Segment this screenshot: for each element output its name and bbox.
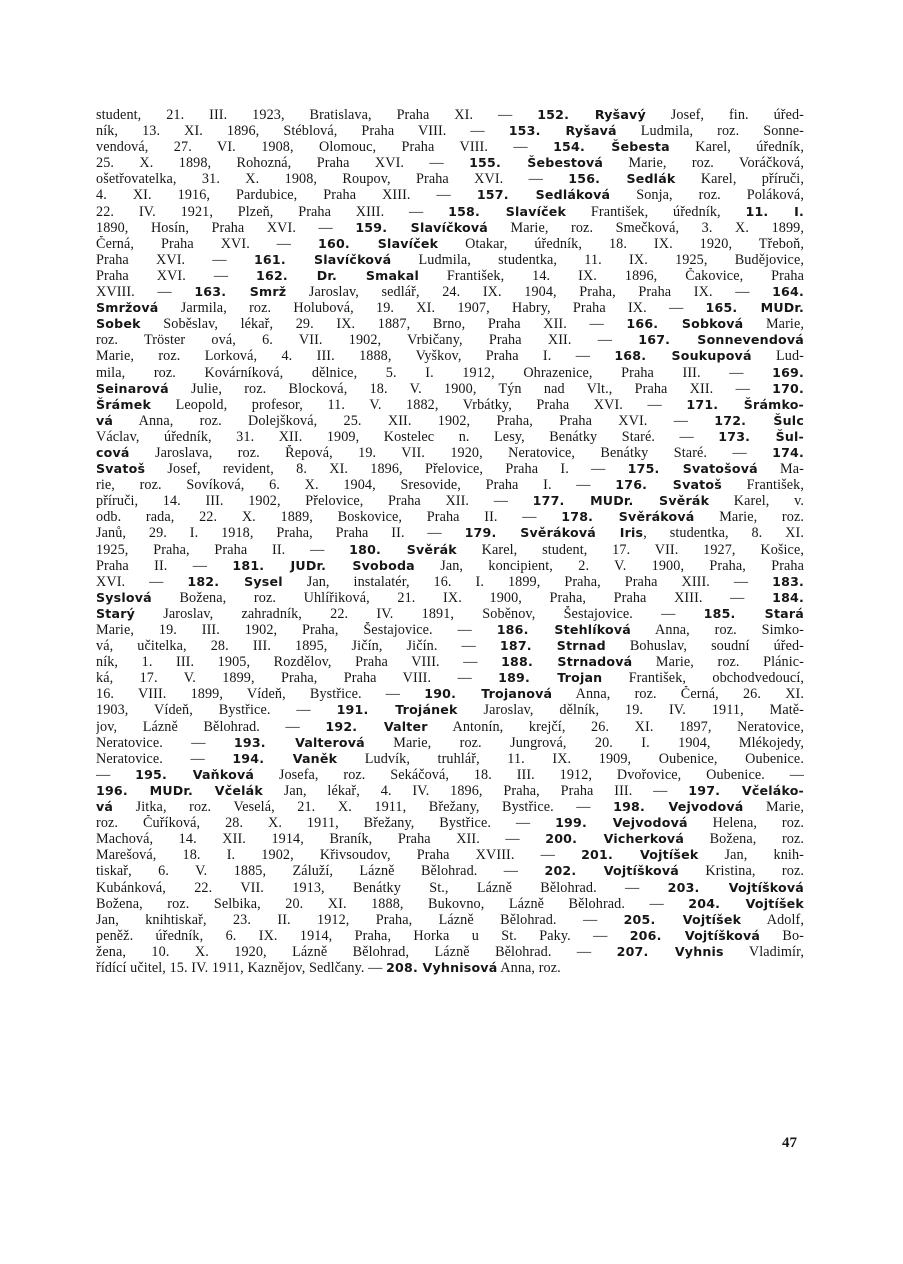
entry-text: Kubánková, 22. VII. 1913, Benátky St., Lázně Bělohrad. — [96, 879, 668, 896]
text-line [96, 284, 804, 300]
text-line [96, 767, 804, 783]
entry-text: Božena, roz. [684, 831, 804, 848]
entry-heading: 182. Sysel [187, 573, 283, 589]
entry-heading: 194. Vaněk [232, 750, 338, 766]
text-line [96, 815, 804, 831]
entry-text: 1890, Hosín, Praha XVI. — [96, 219, 356, 236]
entry-text: Anna, roz. [497, 959, 561, 976]
entry-heading: 197. Včeláko- [688, 782, 804, 798]
text-line [96, 413, 804, 429]
entry-heading: 155. Šebestová [469, 155, 604, 171]
entry-text: Sonja, roz. Poláková, [610, 187, 804, 204]
text-line [96, 123, 804, 139]
entry-text: Anna, roz. Černá, 26. XI. [552, 686, 804, 703]
text-line [96, 429, 804, 445]
entry-text: Josef, revident, 8. XI. 1896, Přelovice, Praha I. — [145, 461, 628, 478]
text-line [96, 509, 804, 525]
text-line [96, 574, 804, 590]
entry-text: Jan, lékař, 4. IV. 1896, Praha, Praha III. — [262, 782, 689, 799]
entry-heading: 159. Slavíčková [355, 219, 488, 235]
text-line [96, 204, 804, 220]
text-line [96, 332, 804, 348]
entry-text: Bohuslav, soudní úřed- [605, 638, 804, 655]
entry-text: Jan, instalatér, 16. I. 1899, Praha, Praha XIII. — [282, 573, 773, 590]
text-line [96, 445, 804, 461]
entry-text: ník, 13. XI. 1896, Stéblová, Praha VIII. — [96, 123, 509, 140]
entry-heading: 188. Strnadová [501, 654, 633, 670]
entry-heading: 174. [772, 444, 804, 460]
entry-text: Helena, roz. [687, 815, 804, 832]
entry-heading: 204. Vojtíšek [688, 895, 804, 911]
entry-heading: 152. Ryšavý [537, 107, 646, 122]
entry-text: Praha XVI. — [96, 267, 257, 284]
entry-text: Vladimír, [723, 943, 804, 960]
entry-heading: Syslová [96, 589, 152, 605]
entry-heading: 153. Ryšavá [508, 123, 617, 139]
entry-text: odb. rada, 22. X. 1889, Boskovice, Praha II. — [96, 509, 562, 526]
entry-text: Marie, roz. [694, 509, 804, 526]
entry-heading: 180. Svěrák [349, 541, 457, 557]
entry-heading: 166. Sobková [626, 316, 744, 332]
entry-heading: 202. Vojtíšková [544, 863, 679, 879]
entry-text: XVI. — [96, 573, 188, 590]
entry-text: peněž. úředník, 6. IX. 1914, Praha, Horka u St. Paky. — [96, 927, 630, 944]
entry-text: Jaroslav, dělník, 19. IV. 1911, Matě- [457, 702, 804, 719]
entry-heading: cová [96, 444, 130, 460]
text-line [96, 831, 804, 847]
text-line [96, 316, 804, 332]
entry-heading: 179. Svěráková Iris [464, 525, 644, 541]
entry-heading: 199. Vejvodová [555, 815, 688, 831]
entry-text: Antonín, krejčí, 26. XI. 1897, Neratovice, [427, 718, 804, 735]
entry-text: 16. VIII. 1899, Vídeň, Bystřice. — [96, 686, 425, 703]
entry-heading: 189. Trojan [498, 670, 603, 686]
text-line [96, 702, 804, 718]
entry-text: 4. XI. 1916, Pardubice, Praha XIII. — [96, 187, 477, 204]
text-line [96, 236, 804, 252]
text-line [96, 799, 804, 815]
entry-text: Marešová, 18. I. 1902, Křivsoudov, Praha XVIII. — [96, 847, 582, 864]
entry-text: , studentka, 8. XI. [643, 525, 804, 542]
entry-heading: 206. Vojtíšková [629, 927, 761, 943]
text-line [96, 783, 804, 799]
entry-heading: 160. Slavíček [318, 235, 439, 251]
entry-text: roz. Tröster ová, 6. VII. 1902, Vrbičany, Praha XII. — [96, 332, 639, 349]
entry-text: Marie, roz. Voráčková, [603, 155, 804, 172]
text-line [96, 654, 804, 670]
entry-text: Lud- [751, 348, 804, 365]
entry-heading: 198. Vejvodová [613, 799, 744, 815]
entry-text: Jaroslav, zahradník, 22. IV. 1891, Soběnov, Šestajovice. — [135, 605, 704, 622]
entry-heading: 181. JUDr. Svoboda [232, 557, 415, 573]
text-line [96, 590, 804, 606]
text-line [96, 638, 804, 654]
entry-heading: Starý [96, 605, 136, 621]
entry-text: roz. Čuříková, 28. X. 1911, Břežany, Bystřice. — [96, 815, 556, 832]
text-line [96, 863, 804, 879]
entry-text: Praha II. — [96, 557, 233, 574]
entry-text: Jitka, roz. Veselá, 21. X. 1911, Břežany, Bystřice. — [113, 799, 614, 816]
entry-heading: 177. MUDr. Svěrák [532, 493, 710, 509]
text-line [96, 622, 804, 638]
entry-heading: 191. Trojánek [336, 702, 458, 718]
entry-heading: 200. Vicherková [545, 831, 685, 847]
entry-heading: 208. Vyhnisová [386, 959, 498, 975]
text-line [96, 928, 804, 944]
entry-heading: 193. Valterová [233, 734, 365, 750]
entry-heading: Seinarová [96, 380, 169, 396]
entry-text: Julie, roz. Blocková, 18. V. 1900, Týn nad Vlt., Praha XII. — [168, 380, 773, 397]
entry-heading: 172. Šulc [714, 412, 804, 428]
entry-heading: 154. Šebesta [553, 139, 670, 155]
text-line [96, 751, 804, 767]
entry-heading: 184. [772, 589, 804, 605]
entry-text: Marie, roz. Lorková, 4. III. 1888, Vyškov, Praha I. — [96, 348, 615, 365]
entry-heading: 163. Smrž [194, 284, 287, 300]
entry-text: Karel, úředník, [669, 139, 804, 156]
entry-heading: 187. Strnad [499, 638, 606, 654]
entry-heading: 183. [772, 573, 804, 589]
text-line [96, 525, 804, 541]
text-line [96, 381, 804, 397]
entry-text: Otakar, úředník, 18. IX. 1920, Třeboň, [438, 235, 804, 252]
entry-heading: 175. Svatošová [627, 461, 758, 477]
text-line [96, 187, 804, 203]
text-line [96, 155, 804, 171]
entry-heading: 185. Stará [703, 605, 804, 621]
entry-text: příruči, 14. III. 1902, Přelovice, Praha XII. — [96, 493, 533, 510]
entry-text: vendová, 27. VI. 1908, Olomouc, Praha VIII. — [96, 139, 554, 156]
entry-text: Josefa, roz. Sekáčová, 18. III. 1912, Dvořovice, Oubenice. — [254, 766, 804, 783]
entry-text: Bo- [760, 927, 804, 944]
entry-text: Jaroslav, sedlář, 24. IX. 1904, Praha, Praha IX. — [286, 284, 773, 301]
entry-text: Soběslav, lékař, 29. IX. 1887, Brno, Praha XII. — [140, 316, 627, 333]
entry-text: 1925, Praha, Praha II. — [96, 541, 350, 558]
entry-text: ošetřovatelka, 31. X. 1908, Roupov, Praha XVI. — [96, 171, 569, 188]
text-line [96, 912, 804, 928]
entry-text: František, 14. IX. 1896, Čakovice, Praha [418, 267, 804, 284]
entry-heading: 161. Slavíčková [253, 251, 392, 267]
text-line [96, 268, 804, 284]
entry-text: Kristina, roz. [678, 863, 804, 880]
text-line [96, 300, 804, 316]
entry-text: Machová, 14. XII. 1914, Braník, Praha XII. — [96, 831, 546, 848]
entry-text: tiskař, 6. V. 1885, Záluží, Lázně Bělohrad. — [96, 863, 545, 880]
entry-text: Jan, knih- [698, 847, 804, 864]
entry-text: — [96, 766, 136, 783]
entry-text: Černá, Praha XVI. — [96, 235, 319, 252]
entry-heading: 178. Svěráková [561, 509, 695, 525]
entry-heading: 11. I. [745, 203, 804, 219]
entry-text: Václav, úředník, 31. XII. 1909, Kostelec n. Lesy, Benátky Staré. — [96, 428, 719, 445]
entry-heading: vá [96, 799, 114, 815]
text-line [96, 252, 804, 268]
entry-text: řídící učitel, 15. IV. 1911, Kaznějov, Sedlčany. — [96, 959, 387, 976]
entry-heading: 176. Svatoš [615, 477, 722, 493]
text-line [96, 960, 804, 976]
entry-heading: Šrámek [96, 396, 152, 412]
text-line [96, 719, 804, 735]
entry-text: ká, 17. V. 1899, Praha, Praha VIII. — [96, 670, 499, 687]
entry-heading: 171. Šrámko- [686, 396, 804, 412]
entry-text: žena, 10. X. 1920, Lázně Bělohrad, Lázně Bělohrad. — [96, 943, 617, 960]
entry-text: mila, roz. Kovárníková, dělnice, 5. I. 1912, Ohrazenice, Praha III. — [96, 364, 773, 381]
text-line [96, 686, 804, 702]
text-line [96, 735, 804, 751]
entry-heading: 167. Sonnevendová [638, 332, 804, 348]
entry-text: Anna, roz. Dolejšková, 25. XII. 1902, Praha, Praha XVI. — [113, 412, 715, 429]
entry-heading: 190. Trojanová [424, 686, 553, 702]
text-line [96, 461, 804, 477]
entry-text: student, 21. III. 1923, Bratislava, Praha XI. — [96, 107, 538, 123]
entry-text: Ludvík, truhlář, 11. IX. 1909, Oubenice, Oubenice. [337, 750, 804, 767]
entry-text: Praha XVI. — [96, 251, 254, 268]
entry-text: Josef, fin. úřed- [645, 107, 804, 123]
text-line [96, 493, 804, 509]
text-line [96, 896, 804, 912]
text-line [96, 606, 804, 622]
entry-heading: 157. Sedláková [476, 187, 611, 203]
entry-heading: 169. [772, 364, 804, 380]
text-line [96, 558, 804, 574]
entry-text: František, [721, 477, 804, 494]
text-line [96, 880, 804, 896]
entry-text: Jan, knihtiskař, 23. II. 1912, Praha, Lázně Bělohrad. — [96, 911, 624, 928]
entry-text: Jarmila, roz. Holubová, 19. XI. 1907, Habry, Praha IX. — [158, 300, 706, 317]
entry-heading: Sobek [96, 316, 141, 332]
entry-text: Karel, student, 17. VII. 1927, Košice, [456, 541, 804, 558]
entry-text: Leopold, profesor, 11. V. 1882, Vrbátky, Praha XVI. — [151, 396, 687, 413]
entry-heading: vá [96, 412, 114, 428]
entry-text: Marie, [743, 799, 804, 816]
page-number: 47 [782, 1135, 797, 1151]
entry-heading: Smržová [96, 300, 159, 316]
entry-heading: Svatoš [96, 461, 146, 477]
text-line [96, 139, 804, 155]
entry-text: Božena, roz. Selbika, 20. XI. 1888, Bukovno, Lázně Bělohrad. — [96, 895, 689, 912]
entry-heading: 196. MUDr. Včelák [96, 782, 263, 798]
text-line [96, 944, 804, 960]
entry-text: Janů, 29. I. 1918, Praha, Praha II. — [96, 525, 465, 542]
entry-text: Ma- [757, 461, 804, 478]
entry-text: Karel, v. [709, 493, 804, 510]
entry-heading: 156. Sedlák [568, 171, 676, 187]
text-line [96, 171, 804, 187]
entry-heading: 164. [772, 284, 804, 300]
text-line [96, 365, 804, 381]
entry-text: Ludmila, roz. Sonne- [616, 123, 804, 140]
entry-text: rie, roz. Sovíková, 6. X. 1904, Sresovide, Praha I. — [96, 477, 616, 494]
entry-text: 1903, Vídeň, Bystřice. — [96, 702, 337, 719]
entry-heading: 162. Dr. Smakal [256, 267, 419, 283]
entry-text: vá, učitelka, 28. III. 1895, Jičín, Jičín. — [96, 638, 500, 655]
entry-text: Božena, roz. Uhlířiková, 21. IX. 1900, Praha, Praha XIII. — [151, 589, 773, 606]
entry-text: Marie, 19. III. 1902, Praha, Šestajovice. — [96, 622, 497, 638]
entry-text: Marie, roz. Jungrová, 20. I. 1904, Mlékojedy, [364, 734, 804, 751]
entry-text: Neratovice. — [96, 734, 234, 751]
entry-text: František, úředník, [566, 203, 746, 220]
entry-heading: 165. MUDr. [705, 300, 804, 316]
entry-text: Jaroslava, roz. Řepová, 19. VII. 1920, Neratovice, Benátky Staré. — [129, 444, 773, 461]
text-line [96, 847, 804, 863]
entry-heading: 170. [772, 380, 804, 396]
entry-text: František, obchodvedoucí, [602, 670, 804, 687]
entry-text: Marie, roz. Plánic- [632, 654, 804, 671]
entry-heading: 205. Vojtíšek [623, 911, 742, 927]
entry-heading: 207. Vyhnis [616, 943, 724, 959]
entry-text: Ludmila, studentka, 11. IX. 1925, Budějovice, [391, 251, 804, 268]
text-line [96, 542, 804, 558]
text-line [96, 220, 804, 236]
entry-text: Jan, koncipient, 2. V. 1900, Praha, Praha [414, 557, 804, 574]
text-line [96, 670, 804, 686]
text-line [96, 397, 804, 413]
entry-text: XVIII. — [96, 284, 195, 301]
text-line [96, 107, 804, 123]
entry-text: ník, 1. III. 1905, Rozdělov, Praha VIII. — [96, 654, 502, 671]
text-line [96, 477, 804, 493]
entry-text: Marie, roz. Smečková, 3. X. 1899, [487, 219, 804, 236]
entry-heading: 195. Vaňková [135, 766, 255, 782]
text-line [96, 348, 804, 364]
entry-text: Anna, roz. Simko- [630, 622, 804, 638]
entry-text: Marie, [743, 316, 804, 333]
entry-heading: 201. Vojtíšek [581, 847, 699, 863]
entry-text: Karel, příruči, [675, 171, 804, 188]
entry-text: Neratovice. — [96, 750, 233, 767]
entry-heading: 158. Slavíček [448, 203, 567, 219]
entry-text: jov, Lázně Bělohrad. — [96, 718, 326, 735]
entry-heading: 168. Soukupová [614, 348, 752, 364]
document-body [96, 107, 804, 976]
entry-text: 25. X. 1898, Rohozná, Praha XVI. — [96, 155, 470, 172]
entry-text: 22. IV. 1921, Plzeň, Praha XIII. — [96, 203, 449, 220]
entry-text: Adolf, [741, 911, 804, 928]
entry-heading: 173. Šul- [718, 428, 804, 444]
entry-heading: 192. Valter [325, 718, 428, 734]
entry-heading: 186. Stehlíková [496, 622, 631, 637]
entry-heading: 203. Vojtíšková [667, 879, 804, 895]
